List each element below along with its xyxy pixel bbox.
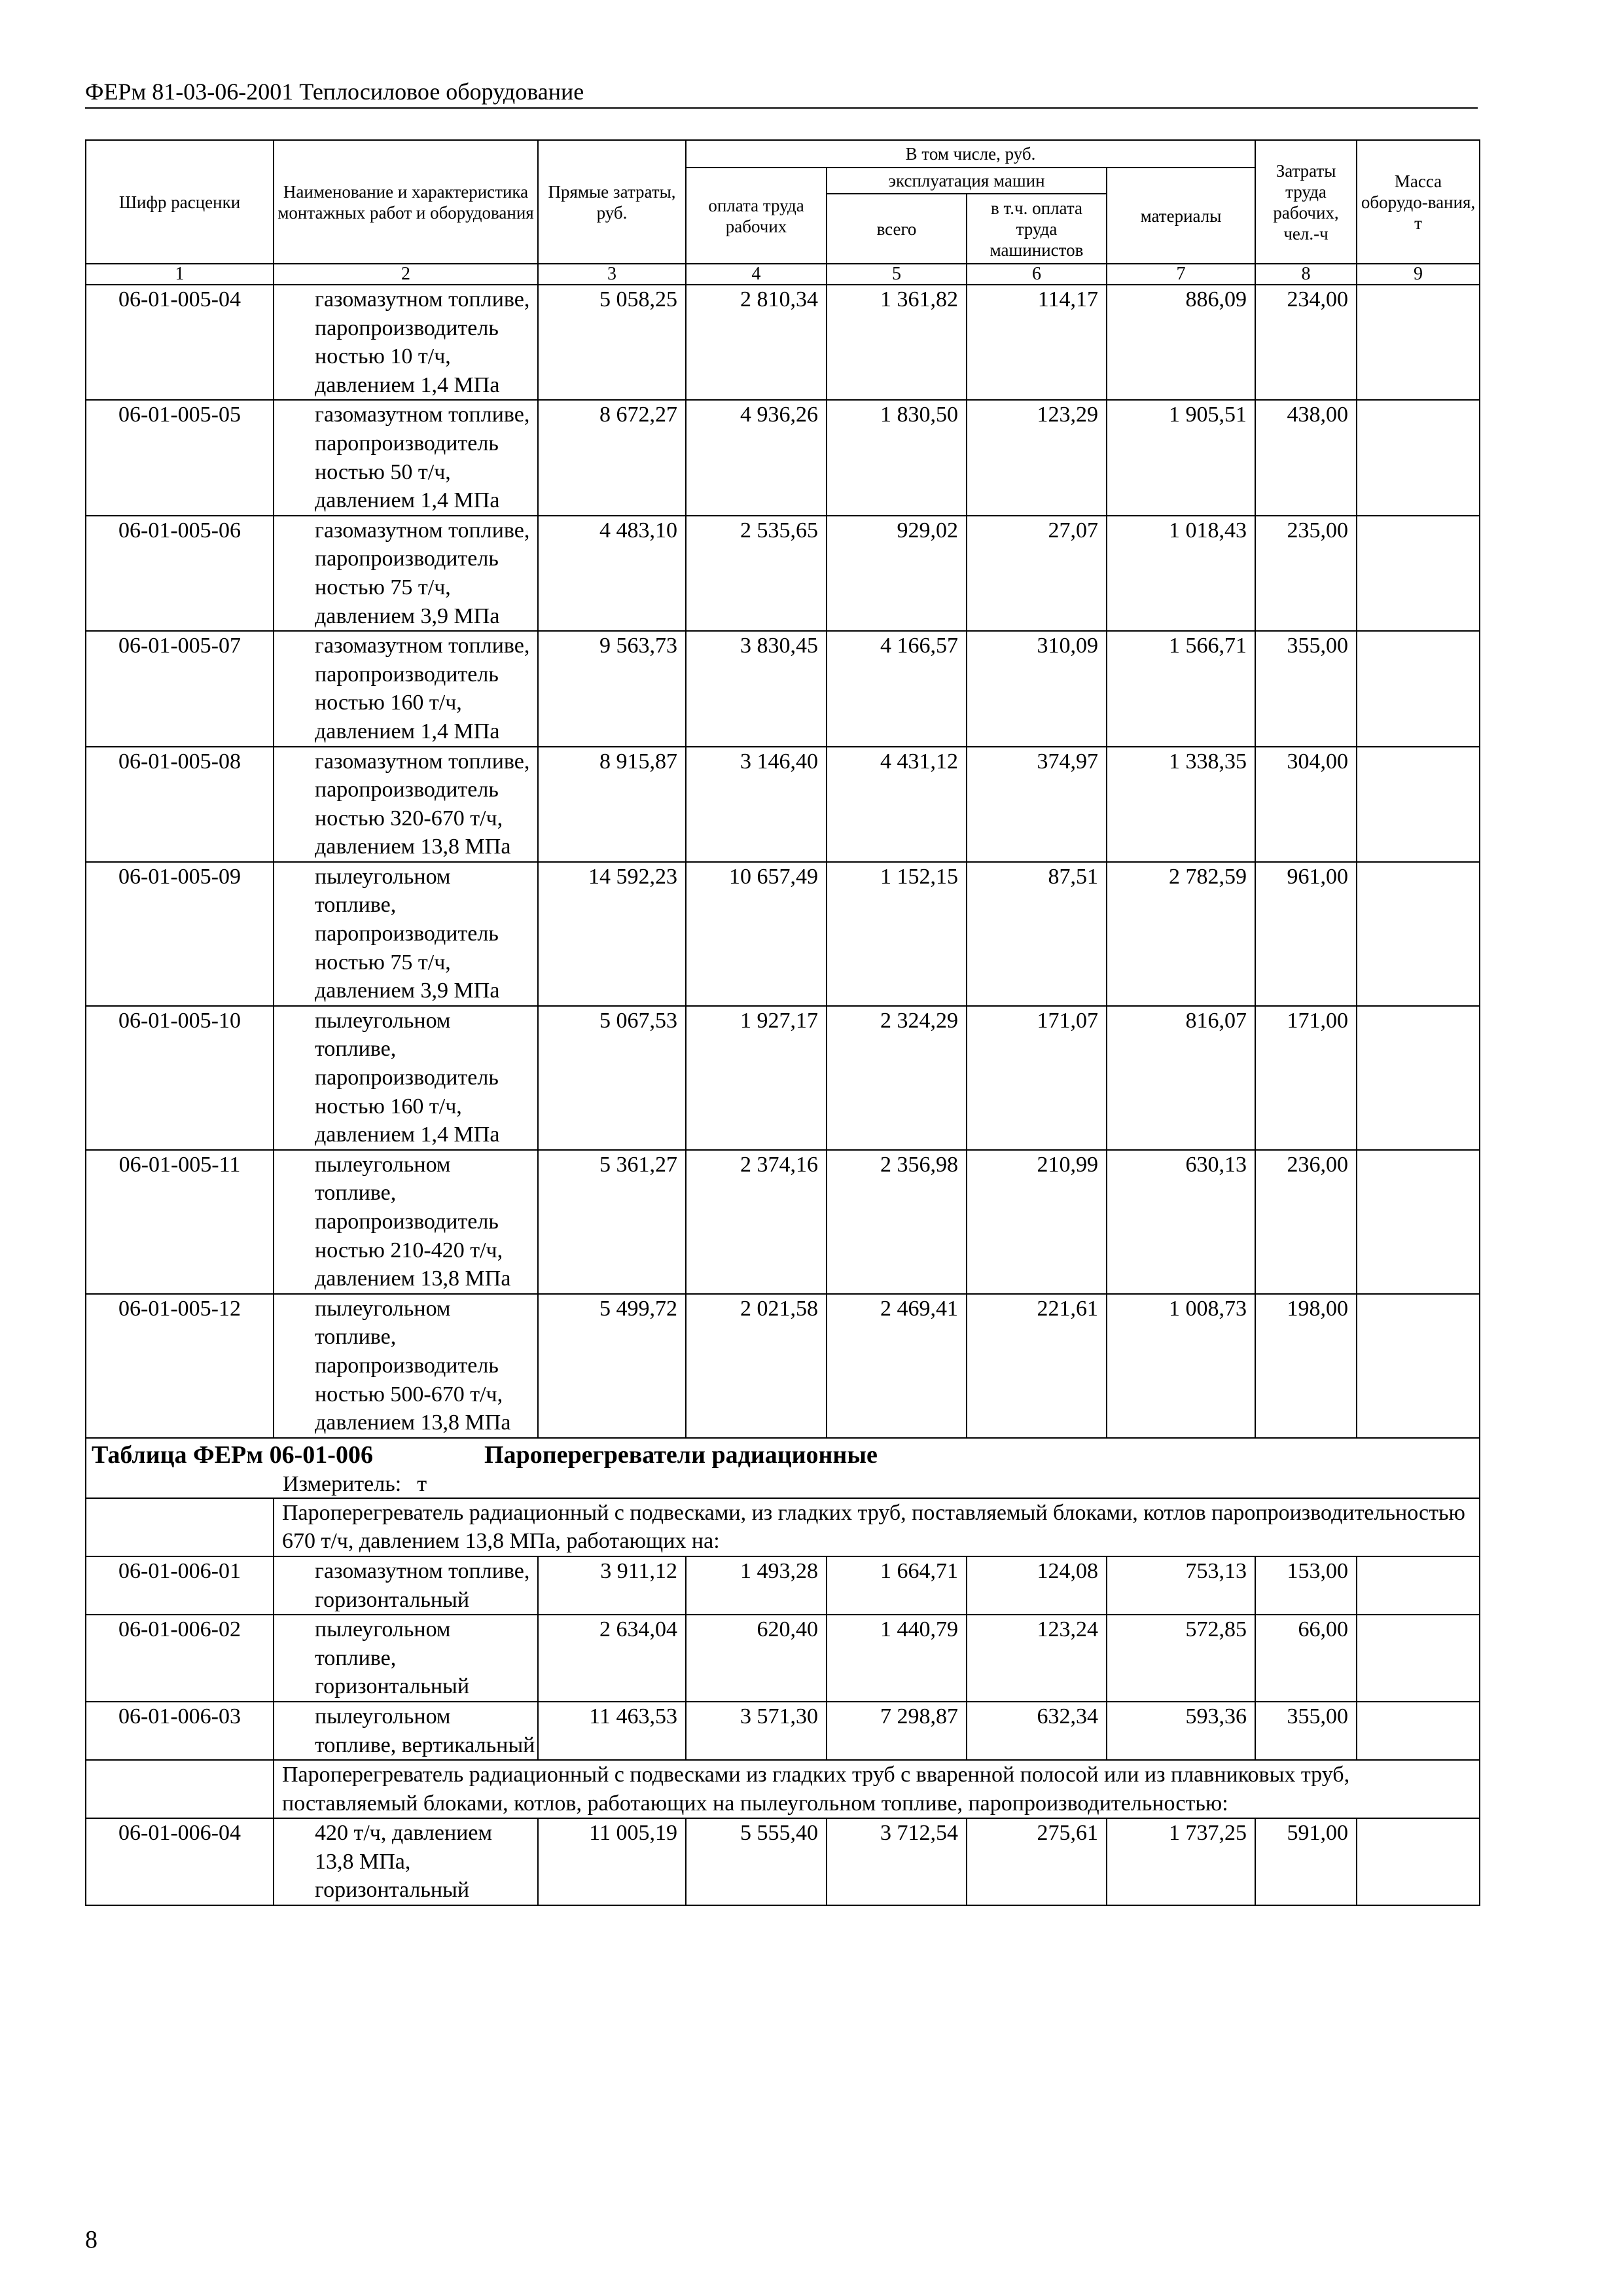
row-labor-hours: 198,00 <box>1255 1294 1357 1438</box>
table-row <box>86 1702 1480 1760</box>
row-name: пылеугольном топливе, паропроизводитель ностью 160 т/ч, давлением 1,4 МПа <box>274 1006 538 1150</box>
row-code: 06-01-005-08 <box>86 747 274 862</box>
row-machine-cost: 2 324,29 <box>827 1006 967 1150</box>
row-direct-cost: 4 483,10 <box>538 516 686 631</box>
row-machine-cost: 1 664,71 <box>827 1556 967 1615</box>
row-machine-wages: 124,08 <box>967 1556 1107 1615</box>
row-labor-hours: 171,00 <box>1255 1006 1357 1150</box>
row-equipment-mass <box>1357 400 1480 515</box>
row-direct-cost: 5 361,27 <box>538 1150 686 1294</box>
row-machine-wages: 123,24 <box>967 1615 1107 1702</box>
row-materials-cost: 1 566,71 <box>1107 631 1255 746</box>
row-equipment-mass <box>1357 862 1480 1006</box>
row-name: газомазутном топливе, паропроизводитель ностью 75 т/ч, давлением 3,9 МПа <box>274 516 538 631</box>
table-row <box>86 631 1480 746</box>
row-labor-cost: 2 374,16 <box>686 1150 827 1294</box>
col-number: 7 <box>1107 264 1255 285</box>
row-equipment-mass <box>1357 516 1480 631</box>
page-number: 8 <box>85 2226 98 2253</box>
row-labor-hours: 153,00 <box>1255 1556 1357 1615</box>
col-number: 5 <box>827 264 967 285</box>
row-equipment-mass <box>1357 1294 1480 1438</box>
table-row <box>86 1556 1480 1615</box>
section-header-group <box>86 1438 1480 1556</box>
row-equipment-mass <box>1357 1818 1480 1905</box>
row-machine-cost: 3 712,54 <box>827 1818 967 1905</box>
row-direct-cost: 3 911,12 <box>538 1556 686 1615</box>
row-machine-wages: 87,51 <box>967 862 1107 1006</box>
row-name: пылеугольном топливе, паропроизводитель ностью 210-420 т/ч, давлением 13,8 МПа <box>274 1150 538 1294</box>
unit-value: т <box>417 1471 427 1496</box>
row-labor-cost: 5 555,40 <box>686 1818 827 1905</box>
table-body-part1 <box>86 285 1480 1438</box>
unit-label: Измеритель: <box>283 1471 402 1496</box>
row-materials-cost: 593,36 <box>1107 1702 1255 1760</box>
col-header-direct: Прямые затраты, руб. <box>538 140 686 264</box>
row-machine-wages: 123,29 <box>967 400 1107 515</box>
row-machine-wages: 27,07 <box>967 516 1107 631</box>
page-header <box>85 77 1478 109</box>
col-number: 6 <box>967 264 1107 285</box>
row-labor-hours: 355,00 <box>1255 1702 1357 1760</box>
row-code: 06-01-006-03 <box>86 1702 274 1760</box>
row-name: газомазутном топливе, горизонтальный <box>274 1556 538 1615</box>
col-header-mass: Масса оборудо-вания, т <box>1357 140 1480 264</box>
row-labor-cost: 4 936,26 <box>686 400 827 515</box>
row-name: пылеугольном топливе, паропроизводитель ностью 75 т/ч, давлением 3,9 МПа <box>274 862 538 1006</box>
row-materials-cost: 1 905,51 <box>1107 400 1255 515</box>
section-header <box>86 1438 1480 1498</box>
row-labor-hours: 304,00 <box>1255 747 1357 862</box>
row-machine-wages: 210,99 <box>967 1150 1107 1294</box>
row-materials-cost: 753,13 <box>1107 1556 1255 1615</box>
col-header-labor-hours: Затраты труда рабочих, чел.-ч <box>1255 140 1357 264</box>
row-code: 06-01-005-10 <box>86 1006 274 1150</box>
row-machine-wages: 114,17 <box>967 285 1107 400</box>
row-machine-cost: 1 830,50 <box>827 400 967 515</box>
table-body-part3 <box>86 1818 1480 1905</box>
row-equipment-mass <box>1357 1556 1480 1615</box>
row-machine-cost: 2 469,41 <box>827 1294 967 1438</box>
row-name: газомазутном топливе, паропроизводитель ностью 160 т/ч, давлением 1,4 МПа <box>274 631 538 746</box>
row-materials-cost: 630,13 <box>1107 1150 1255 1294</box>
row-machine-cost: 1 361,82 <box>827 285 967 400</box>
table-row <box>86 1006 1480 1150</box>
row-code: 06-01-006-01 <box>86 1556 274 1615</box>
row-code: 06-01-006-04 <box>86 1818 274 1905</box>
row-code: 06-01-006-02 <box>86 1615 274 1702</box>
col-header-machines-wages: в т.ч. оплата труда машинистов <box>967 194 1107 264</box>
row-materials-cost: 816,07 <box>1107 1006 1255 1150</box>
row-labor-hours: 438,00 <box>1255 400 1357 515</box>
row-labor-hours: 236,00 <box>1255 1150 1357 1294</box>
row-direct-cost: 9 563,73 <box>538 631 686 746</box>
row-name: пылеугольном топливе, паропроизводитель ностью 500-670 т/ч, давлением 13,8 МПа <box>274 1294 538 1438</box>
col-header-machines: эксплуатация машин <box>827 168 1107 194</box>
row-machine-cost: 4 431,12 <box>827 747 967 862</box>
row-code: 06-01-005-04 <box>86 285 274 400</box>
col-header-materials: материалы <box>1107 168 1255 264</box>
table-row <box>86 1150 1480 1294</box>
row-direct-cost: 11 463,53 <box>538 1702 686 1760</box>
row-direct-cost: 8 915,87 <box>538 747 686 862</box>
group-description: Пароперегреватель радиационный с подвесками из гладких труб с вваренной полосой или из плавниковых труб, поставляемый блоками, котлов, работающих на пылеугольном топливе, паропроизводительностью: <box>274 1760 1480 1818</box>
col-number: 2 <box>274 264 538 285</box>
table-row <box>86 400 1480 515</box>
row-machine-cost: 2 356,98 <box>827 1150 967 1294</box>
table-body-part2 <box>86 1556 1480 1760</box>
row-materials-cost: 572,85 <box>1107 1615 1255 1702</box>
row-code: 06-01-005-05 <box>86 400 274 515</box>
row-machine-cost: 4 166,57 <box>827 631 967 746</box>
row-labor-hours: 355,00 <box>1255 631 1357 746</box>
table-header <box>86 140 1480 285</box>
col-header-machines-total: всего <box>827 194 967 264</box>
row-labor-cost: 2 535,65 <box>686 516 827 631</box>
col-header-name: Наименование и характеристика монтажных работ и оборудования <box>274 140 538 264</box>
row-materials-cost: 1 008,73 <box>1107 1294 1255 1438</box>
row-labor-cost: 2 021,58 <box>686 1294 827 1438</box>
row-labor-cost: 3 571,30 <box>686 1702 827 1760</box>
col-number: 4 <box>686 264 827 285</box>
row-code: 06-01-005-07 <box>86 631 274 746</box>
row-materials-cost: 1 338,35 <box>1107 747 1255 862</box>
row-labor-cost: 3 146,40 <box>686 747 827 862</box>
row-labor-hours: 66,00 <box>1255 1615 1357 1702</box>
row-machine-cost: 929,02 <box>827 516 967 631</box>
row-labor-cost: 620,40 <box>686 1615 827 1702</box>
row-code: 06-01-005-09 <box>86 862 274 1006</box>
table-row <box>86 285 1480 400</box>
rates-table <box>85 139 1480 1906</box>
row-equipment-mass <box>1357 1150 1480 1294</box>
row-name: газомазутном топливе, паропроизводитель ностью 50 т/ч, давлением 1,4 МПа <box>274 400 538 515</box>
row-machine-wages: 221,61 <box>967 1294 1107 1438</box>
section-table-title: Пароперегреватели радиационные <box>484 1441 878 1469</box>
row-code: 06-01-005-12 <box>86 1294 274 1438</box>
row-name: 420 т/ч, давлением 13,8 МПа, горизонтальный <box>274 1818 538 1905</box>
row-code: 06-01-005-06 <box>86 516 274 631</box>
description-group <box>86 1760 1480 1818</box>
row-direct-cost: 5 499,72 <box>538 1294 686 1438</box>
group-description: Пароперегреватель радиационный с подвесками, из гладких труб, поставляемый блоками, котлов паропроизводительностью 670 т/ч, давлением 13,8 МПа, работающих на: <box>274 1498 1480 1556</box>
col-header-code: Шифр расценки <box>86 140 274 264</box>
row-materials-cost: 886,09 <box>1107 285 1255 400</box>
row-direct-cost: 8 672,27 <box>538 400 686 515</box>
table-row <box>86 1615 1480 1702</box>
row-equipment-mass <box>1357 1615 1480 1702</box>
table-row <box>86 516 1480 631</box>
row-direct-cost: 5 067,53 <box>538 1006 686 1150</box>
row-name: газомазутном топливе, паропроизводитель ностью 10 т/ч, давлением 1,4 МПа <box>274 285 538 400</box>
column-numbers-row <box>86 264 1480 285</box>
row-machine-cost: 1 440,79 <box>827 1615 967 1702</box>
row-direct-cost: 14 592,23 <box>538 862 686 1006</box>
row-materials-cost: 1 737,25 <box>1107 1818 1255 1905</box>
table-row <box>86 747 1480 862</box>
row-name: пылеугольном топливе, горизонтальный <box>274 1615 538 1702</box>
row-labor-cost: 3 830,45 <box>686 631 827 746</box>
row-machine-wages: 310,09 <box>967 631 1107 746</box>
row-labor-cost: 10 657,49 <box>686 862 827 1006</box>
row-labor-hours: 234,00 <box>1255 285 1357 400</box>
col-header-labor: оплата труда рабочих <box>686 168 827 264</box>
row-machine-cost: 7 298,87 <box>827 1702 967 1760</box>
row-materials-cost: 2 782,59 <box>1107 862 1255 1006</box>
row-labor-hours: 235,00 <box>1255 516 1357 631</box>
row-direct-cost: 2 634,04 <box>538 1615 686 1702</box>
row-equipment-mass <box>1357 285 1480 400</box>
row-equipment-mass <box>1357 1006 1480 1150</box>
section-table-id: Таблица ФЕРм 06-01-006 <box>92 1441 373 1469</box>
row-labor-cost: 1 493,28 <box>686 1556 827 1615</box>
row-machine-wages: 171,07 <box>967 1006 1107 1150</box>
row-equipment-mass <box>1357 631 1480 746</box>
row-machine-wages: 632,34 <box>967 1702 1107 1760</box>
row-machine-wages: 275,61 <box>967 1818 1107 1905</box>
table-row <box>86 1818 1480 1905</box>
table-row <box>86 862 1480 1006</box>
row-direct-cost: 5 058,25 <box>538 285 686 400</box>
row-machine-wages: 374,97 <box>967 747 1107 862</box>
row-labor-cost: 2 810,34 <box>686 285 827 400</box>
row-name: пылеугольном топливе, вертикальный <box>274 1702 538 1760</box>
col-header-incl: В том числе, руб. <box>686 140 1255 168</box>
table-row <box>86 1294 1480 1438</box>
row-labor-cost: 1 927,17 <box>686 1006 827 1150</box>
row-code: 06-01-005-11 <box>86 1150 274 1294</box>
row-labor-hours: 591,00 <box>1255 1818 1357 1905</box>
col-number: 8 <box>1255 264 1357 285</box>
row-equipment-mass <box>1357 1702 1480 1760</box>
row-direct-cost: 11 005,19 <box>538 1818 686 1905</box>
col-number: 3 <box>538 264 686 285</box>
row-labor-hours: 961,00 <box>1255 862 1357 1006</box>
row-name: газомазутном топливе, паропроизводитель ностью 320-670 т/ч, давлением 13,8 МПа <box>274 747 538 862</box>
row-machine-cost: 1 152,15 <box>827 862 967 1006</box>
row-equipment-mass <box>1357 747 1480 862</box>
page-header-title: ФЕРм 81-03-06-2001 Теплосиловое оборудование <box>85 79 584 105</box>
row-materials-cost: 1 018,43 <box>1107 516 1255 631</box>
col-number: 9 <box>1357 264 1480 285</box>
col-number: 1 <box>86 264 274 285</box>
